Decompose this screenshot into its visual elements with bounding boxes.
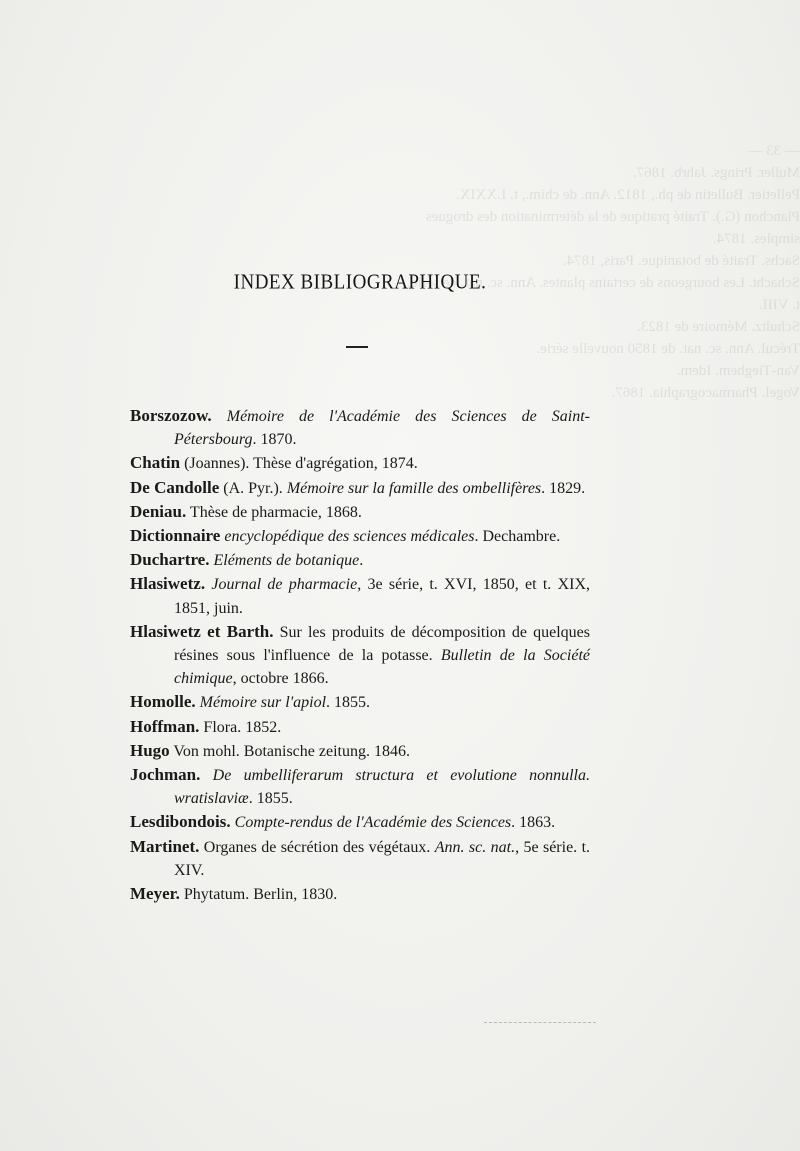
entry-text: Sur les produits de décomposition de quelques résines sous l'influence de la potasse. (174, 623, 590, 665)
bibliography-entry (130, 882, 590, 906)
entry-title: Journal de pharmacie (211, 576, 358, 594)
entry-author: Hlasiwetz et Barth. (130, 621, 274, 641)
entry-title: De umbelliferarum structura et evolutione nonnulla. wratislaviæ (174, 767, 591, 808)
entry-author: Hugo (130, 740, 170, 760)
entry-text (200, 767, 212, 784)
entry-title: Mémoire sur l'apiol (199, 694, 327, 712)
entry-text: . Dechambre. (474, 528, 561, 546)
bibliography-entry (130, 715, 590, 739)
entry-author: Hlasiwetz. (130, 574, 206, 594)
bibliography-entry (130, 810, 590, 834)
entry-text: Organes de sécrétion des végétaux. (199, 838, 435, 856)
bibliography-entry (130, 476, 590, 500)
entry-author: Duchartre. (130, 550, 210, 570)
entry-title: Eléments de botanique (213, 552, 360, 570)
bibliography-list (130, 404, 590, 906)
entry-author: Homolle. (130, 692, 196, 712)
entry-author: De Candolle (130, 477, 220, 497)
entry-text: . 1870. (252, 431, 297, 449)
bibliography-entry (130, 763, 590, 810)
entry-author: Hoffman. (130, 716, 200, 736)
entry-text: . 1855. (248, 790, 293, 808)
entry-text: , 5e série. t. XIV. (174, 838, 591, 879)
entry-text: Flora. 1852. (199, 718, 282, 736)
entry-text: . 1855. (326, 694, 371, 712)
bibliography-entry (130, 451, 590, 475)
entry-text: . 1863. (511, 814, 556, 832)
entry-text: Thèse de pharmacie, 1868. (186, 503, 362, 521)
bibliography-entry (130, 524, 590, 548)
bibliography-entry (130, 690, 590, 714)
entry-title: Bulletin de la Société chimique (174, 647, 590, 688)
entry-author: Deniau. (130, 501, 187, 521)
bottom-mark (484, 1022, 596, 1023)
bibliography-entry (130, 739, 590, 763)
page-title: INDEX BIBLIOGRAPHIQUE. (233, 270, 487, 295)
entry-text: Von mohl. Botanische zeitung. 1846. (169, 742, 410, 760)
bibliography-entry (130, 835, 590, 882)
entry-text: . (359, 552, 364, 570)
entry-text: (A. Pyr.). (219, 479, 287, 497)
bibliography-entry (130, 548, 590, 572)
entry-author: Borszozow. (130, 406, 212, 425)
entry-author: Jochman. (130, 765, 201, 785)
entry-title: Mémoire de l'Académie des Sciences de Saint-Pétersbourg (174, 408, 591, 449)
bibliography-entry (130, 500, 590, 524)
show-through-text: — 33 — Muller. Prings. Jahrb. 1867. Pelletier. Bulletin de ph., 1812. Ann. de chim., t. LXXIX. Planchon (G.). Traité pratique de la détermination des drogues simples. 1874. Sachs. Traité de botanique. Paris, 1874. Schacht. Les bourgeons de certains plantes. Ann. sc. nat. 4e série, t. VIII. Schultz. Mémoire de 1823. Trécul. Ann. sc. nat. de 1850 nouvelle série. Van-Tieghem. Idem. Vogel. Pharmacographia. 1867. (407, 143, 800, 401)
entry-text: . 1829. (541, 479, 586, 497)
entry-text: , octobre 1866. (232, 670, 329, 688)
entry-title: Ann. sc. nat. (434, 838, 516, 856)
bibliography-entry (130, 404, 590, 451)
entry-title: Compte-rendus de l'Académie des Sciences (234, 814, 512, 832)
title-divider (346, 346, 368, 348)
entry-text: , 3e série, t. XVI, 1850, et t. XIX, 1851, juin. (174, 576, 591, 617)
entry-text: (Joannes). Thèse d'agrégation, 1874. (180, 455, 418, 473)
entry-text: Phytatum. Berlin, 1830. (179, 886, 338, 904)
entry-author: Dictionnaire (130, 526, 221, 546)
entry-author: Meyer. (130, 884, 180, 904)
bibliography-entry (130, 620, 590, 691)
entry-title: encyclopédique des sciences médicales (224, 528, 475, 546)
entry-author: Martinet. (130, 836, 200, 856)
entry-text (212, 408, 227, 425)
entry-author: Chatin (130, 453, 181, 473)
entry-title: Mémoire sur la famille des ombellifères (286, 479, 542, 497)
entry-author: Lesdibondois. (130, 812, 231, 832)
bibliography-entry (130, 572, 590, 619)
